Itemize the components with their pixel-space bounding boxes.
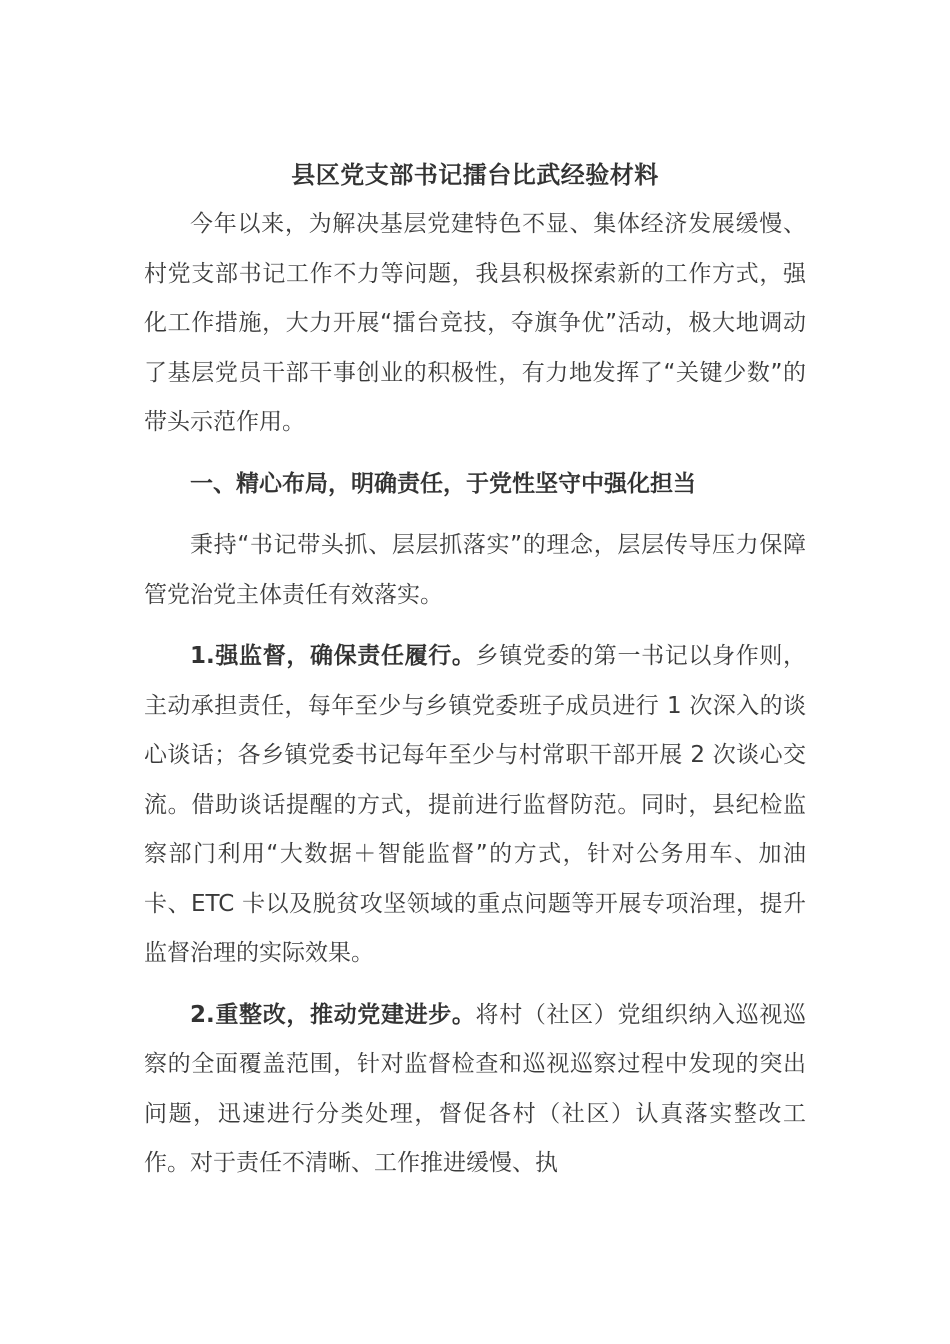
- section-1-heading: 一、精心布局，明确责任，于党性坚守中强化担当: [190, 470, 696, 497]
- section-1-intro: 秉持“书记带头抓、层层抓落实”的理念，层层传导压力保障管党治党主体责任有效落实。: [144, 532, 806, 608]
- item-1-lead: 1.强监督，确保责任履行。: [190, 643, 476, 669]
- item-2-body: 将村（社区）党组织纳入巡视巡察的全面覆盖范围，针对监督检查和巡视巡察过程中发现的突出问题，迅速进行分类处理，督促各村（社区）认真落实整改工作。对于责任不清晰、工作推进缓慢、执: [144, 1001, 806, 1176]
- section-1-item-2: [144, 991, 806, 1189]
- document-page: [144, 150, 806, 1189]
- intro-paragraph: 今年以来，为解决基层党建特色不显、集体经济发展缓慢、村党支部书记工作不力等问题，我县积极探索新的工作方式，强化工作措施，大力开展“擂台竞技，夺旗争优”活动，极大地调动了基层党员干部干事创业的积极性，有力地发挥了“关键少数”的带头示范作用。: [144, 211, 806, 435]
- item-2-lead: 2.重整改，推动党建进步。: [190, 1001, 476, 1028]
- item-1-body: 乡镇党委的第一书记以身作则，主动承担责任，每年至少与乡镇党委班子成员进行 1 次深入的谈心谈话；各乡镇党委书记每年至少与村常职干部开展 2 次谈心交流。借助谈话提醒的方式，提前进行监督防范。同时，县纪检监察部门利用“大数据＋智能监督”的方式，针对公务用车、加油卡、ETC 卡以及脱贫攻坚领域的重点问题等开展专项治理，提升监督治理的实际效果。: [144, 643, 806, 966]
- document-title: 县区党支部书记擂台比武经验材料: [291, 161, 659, 189]
- section-1-item-1: [144, 632, 806, 979]
